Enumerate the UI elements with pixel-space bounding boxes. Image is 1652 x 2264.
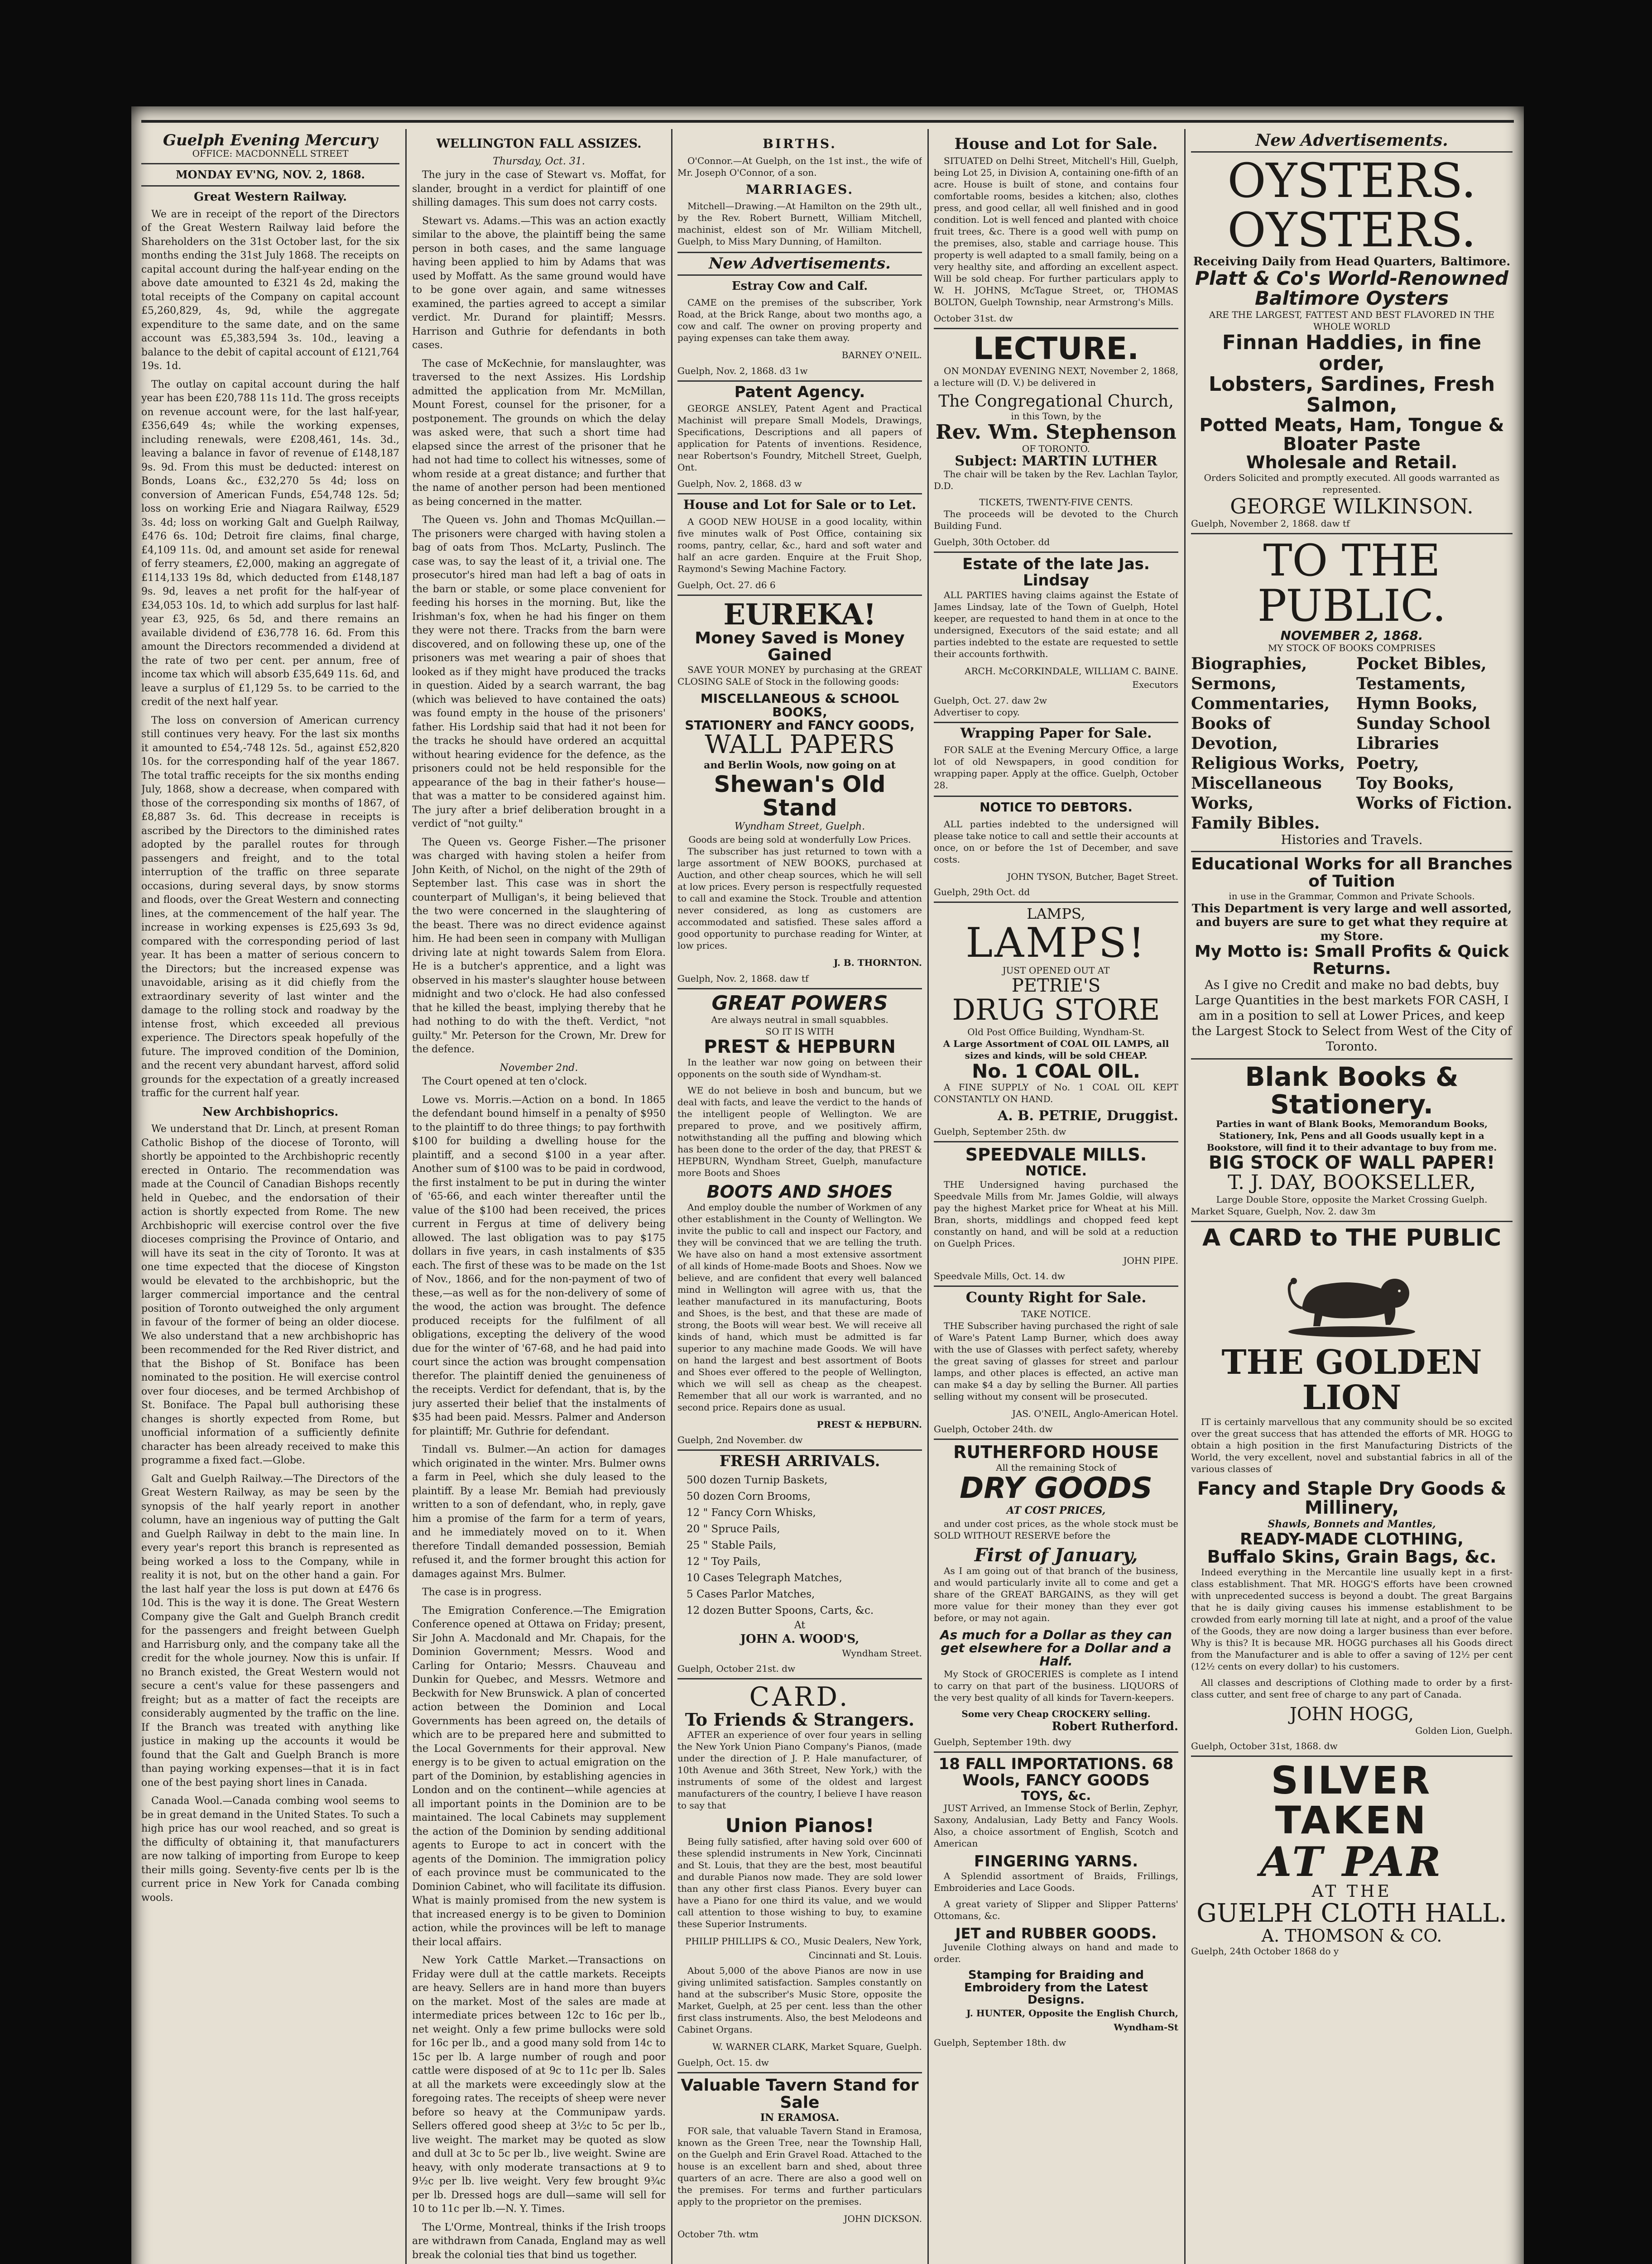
- ad-text: Some very Cheap CROCKERY selling.: [961, 1708, 1151, 1719]
- ad-headline: LAMPS,: [1027, 905, 1085, 923]
- divider: [1191, 1058, 1513, 1060]
- list-item: Toy Books,: [1356, 774, 1455, 793]
- ad-signature: ARCH. McCORKINDALE, WILLIAM C. BAINE. Executors: [965, 665, 1178, 691]
- ad-date: October 31st. dw: [934, 312, 1013, 324]
- ad-headline: To Friends & Strangers.: [685, 1709, 915, 1730]
- ad-date: Speedvale Mills, Oct. 14. dw: [934, 1271, 1065, 1282]
- ad-headline: The Congregational Church,: [938, 392, 1174, 411]
- ad-text: in this Town, by the: [1011, 410, 1101, 422]
- list-item: Hymn Books,: [1356, 694, 1478, 714]
- ad-date: Guelph, Oct. 27. d6 6: [677, 579, 776, 590]
- ad-headline: WALL PAPERS: [705, 730, 895, 760]
- ad-headline: PREST & HEPBURN: [704, 1036, 896, 1057]
- ad-text: Old Post Office Building, Wyndham-St.: [967, 1026, 1145, 1037]
- ad-headline: Shewan's Old Stand: [714, 771, 886, 821]
- list-item: Commentaries,: [1191, 694, 1330, 714]
- divider: [677, 493, 922, 494]
- ad-headline: DRY GOODS: [960, 1471, 1153, 1505]
- ad-text: TAKE NOTICE.: [1021, 1308, 1091, 1319]
- ad-text: ALL PARTIES having claims against the Estate of James Lindsay, late of the Town of Guelph, Hotel keeper, are requested to hand them in at once to the undersigned, Executors of the said estate; and all parties indebted to the estate are requested to settle their accounts forthwith.: [934, 589, 1178, 659]
- golden-lion-illustration: [1284, 1255, 1420, 1341]
- ad-date: Guelph, 30th October. dd: [934, 537, 1050, 548]
- ad-headline: EUREKA!: [723, 597, 876, 632]
- ad-text: Histories and Travels.: [1281, 832, 1423, 848]
- notice-paragraph: O'Connor.—At Guelph, on the 1st inst., the wife of Mr. Joseph O'Connor, of a son.: [677, 155, 922, 178]
- ad-headline: BIG STOCK OF WALL PAPER!: [1208, 1152, 1495, 1174]
- ad-title: Estray Cow and Calf.: [731, 279, 868, 293]
- ad-date: Guelph, 2nd November. dw: [677, 1434, 803, 1446]
- divider: [141, 185, 399, 187]
- column-3: [677, 134, 922, 2264]
- ad-headline: BOOTS AND SHOES: [706, 1181, 893, 1202]
- article-paragraph: New York Cattle Market.—Transactions on Friday were dull at the cattle markets. Receipts are heavy. Sellers are in hand more than buyers on the market. Most of the sales are made at intermediate prices between 12c to 16c per lb., net weight. Only a few prime bullocks were sold for 16c per lb., and a good many sold from 14c to 15c per lb. A large number of rough and poor cattle were disposed of at 9c to 11c per lb. Sales at all the markets were exceedingly slow at the foregoing rates. The receipts of sheep were never before so heavy at the Communipaw yards. Sellers offered good sheep at 3½c to 5c per lb., live weight. The market may be quoted as slow and dull at 3c to 5c per lb., live weight. Swine are heavy, with only moderate transactions at 9 to 9½c per lb. live weight. Very few brought 9¾c per lb. Dressed hogs are dull—same will sell for 10 to 11c per lb.—N. Y. Times.: [412, 1955, 666, 2215]
- ad-date: Guelph, Oct. 27. daw 2w: [934, 695, 1047, 706]
- ad-text: All the remaining Stock of: [996, 1462, 1116, 1473]
- ad-headline: Money Saved is Money Gained: [695, 628, 905, 665]
- divider: [1191, 1756, 1513, 1757]
- ad-headline: TOYS, &c.: [1021, 1788, 1091, 1803]
- ad-signature: JOHN PIPE.: [1123, 1255, 1178, 1266]
- ad-signature: PREST & HEPBURN.: [816, 1419, 922, 1430]
- ad-text: FOR sale, that valuable Tavern Stand in Eramosa, known as the Green Tree, near the Township Hall, on the Guelph and Erin Gravel Road. Attached to the house is an excellent barn and shed, about three quarters of an acre. There are also a good well on the premises. For terms and further particulars apply to the proprietor on the premises.: [677, 2125, 922, 2207]
- ad-text: A Splendid assortment of Braids, Frillings, Embroideries and Lace Goods.: [934, 1870, 1178, 1893]
- ad-text: THE Undersigned having purchased the Speedvale Mills from Mr. James Goldie, will always pay the highest Market price for Wheat at his Mill. Bran, shorts, middlings and chopped feed kept constantly on hand, and will be sold at a reduction on Guelph Prices.: [934, 1179, 1178, 1249]
- ad-headline: THE GOLDEN LION: [1221, 1343, 1482, 1417]
- ad-headline: OYSTERS. OYSTERS.: [1227, 153, 1476, 258]
- column-rule: [671, 129, 672, 2264]
- ad-text: Wyndham Street, Guelph.: [734, 820, 865, 832]
- books-list-left: [1191, 654, 1347, 833]
- divider: [677, 274, 922, 276]
- ad-title: NOTICE TO DEBTORS.: [980, 800, 1133, 815]
- ad-headline: FINGERING YARNS.: [974, 1852, 1138, 1871]
- column-rule: [1184, 129, 1186, 2264]
- ad-text: MY STOCK OF BOOKS COMPRISES: [1268, 643, 1436, 654]
- article-paragraph: Stewart vs. Adams.—This was an action exactly similar to the above, the plaintiff being the same person in both cases, and the same language having been applied to him by Adams that was used by Moffatt. As the same ground would have to be gone over again, and same witnesses examined, the parties agreed to accept a similar verdict. Mr. Durand for plaintiff; Messrs. Harrison and Guthrie for defendants in both cases.: [412, 215, 666, 351]
- ad-headline: LECTURE.: [973, 331, 1139, 367]
- article-dateline: Thursday, Oct. 31.: [493, 155, 585, 167]
- ad-text: Parties in want of Blank Books, Memorandum Books, Stationery, Ink, Pens and all Goods usually kept in a Bookstore, will find it to their advantage to buy from me.: [1206, 1118, 1497, 1153]
- ad-signature: JOHN A. WOOD'S,: [740, 1632, 860, 1646]
- list-item: 50 dozen Corn Brooms,: [687, 1490, 811, 1502]
- ad-text: FOR SALE at the Evening Mercury Office, a large lot of old Newspapers, in good condition for wrapping paper. Apply at the office. Guelph, October 28.: [934, 744, 1178, 791]
- ad-text: AFTER an experience of over four years in selling the New York Union Piano Company's Pianos, (made under the direction of J. P. Hale manufacturer, of 10th Avenue and 36th Street, New York,) with the instruments of some of the oldest and largest manufacturers of the country, I believe I have reason to say that: [677, 1729, 922, 1811]
- ad-text: Golden Lion, Guelph.: [1415, 1725, 1513, 1736]
- list-item: Miscellaneous Works,: [1191, 774, 1322, 813]
- column-1: [141, 134, 399, 2264]
- list-item: 12 " Fancy Corn Whisks,: [687, 1506, 816, 1519]
- list-item: Biographies,: [1191, 654, 1307, 674]
- ad-text: A GOOD NEW HOUSE in a good locality, within five minutes walk of Post Office, containing six rooms, pantry, cellar, &c., hard and soft water and half an acre garden. Enquire at the Fruit Shop, Raymond's Sewing Machine Factory.: [677, 516, 922, 574]
- ad-signature: GEORGE WILKINSON.: [1230, 494, 1474, 519]
- ad-date: Guelph, Nov. 2, 1868. daw tf: [677, 973, 809, 984]
- divider: [934, 328, 1178, 329]
- ad-headline: NOTICE.: [1025, 1163, 1087, 1180]
- ad-title: Patent Agency.: [734, 383, 865, 401]
- ad-text: and Berlin Wools, now going on at: [704, 759, 896, 772]
- ad-headline: Wools, FANCY GOODS: [962, 1771, 1150, 1789]
- list-item: Pocket Bibles,: [1356, 654, 1487, 674]
- ad-text: CAME on the premises of the subscriber, York Road, at the Brick Range, about two months ago, a cow and calf. The owner on proving property and paying expenses can take them away.: [677, 297, 922, 343]
- ad-headline: First of January,: [974, 1544, 1138, 1566]
- ad-text: THE Subscriber having purchased the right of sale of Ware's Patent Lamp Burner, which does away with the use of Glasses with perfect safety, whereby the great saving of glasses for street and parlour lamps, and other places is effected, an active man can make $4 a day by selling the Burner. All parties selling without my consent will be prosecuted.: [934, 1320, 1178, 1402]
- ad-text: As I am going out of that branch of the business, and would particularly invite all to come and get a share of the GREAT BARGAINS, as they will get more value for their money than they ever got before, or may not again.: [934, 1565, 1178, 1623]
- divider: [934, 902, 1178, 903]
- ad-text: AT COST PRICES,: [1006, 1505, 1106, 1517]
- ad-date: Guelph, Oct. 15. dw: [677, 2057, 769, 2068]
- ad-text: OF TORONTO.: [1022, 443, 1090, 454]
- ad-text: A great variety of Slipper and Slipper Patterns' Ottomans, &c.: [934, 1898, 1178, 1921]
- ad-text: in use in the Grammar, Common and Private Schools.: [1229, 890, 1475, 902]
- ad-signature: A. THOMSON & CO.: [1261, 1925, 1442, 1946]
- ad-signature: JOHN DICKSON.: [844, 2213, 922, 2224]
- ad-signature: T. J. DAY, BOOKSELLER,: [1228, 1171, 1476, 1194]
- ad-text: My Stock of GROCERIES is complete as I intend to carry on that part of the business. LIQUORS of the very best quality of all kinds for Tavern-keepers.: [934, 1668, 1178, 1703]
- ad-date: October 7th. wtm: [677, 2229, 759, 2240]
- ad-headline: Estate of the late Jas. Lindsay: [962, 555, 1150, 590]
- ad-headline: GUELPH CLOTH HALL.: [1196, 1898, 1507, 1928]
- ad-text: The proceeds will be devoted to the Church Building Fund.: [934, 508, 1178, 532]
- article-paragraph: Galt and Guelph Railway.—The Directors of the Great Western Railway, as may be seen by the synopsis of the half yearly report in another column, have an ingenious way of putting the Galt and Guelph Railway in debt to the main line. In every year's report this branch is represented as being worked a loss to the Company, while in reality it is not, but on the other hand a gain. For the last half year the loss is put down at £476 6s 10d. This is the way it is done. The Great Western Company give the Galt and Guelph Branch credit for the passengers and freight between Guelph and Harrisburg only, and the company take all the credit for the whole journey. Now this is unfair. If no Branch existed, the Great Western would not secure a cent's value for these passengers and freight; but as a matter of fact the receipts are considerably augmented by the traffic on the line. If the Branch was treated with anything like justice in making up the accounts it would be found that the Galt and Guelph Branch is more than paying working expenses—that it is in fact one of the best paying short lines in Canada.: [141, 1473, 399, 1789]
- list-item: Testaments,: [1356, 674, 1466, 694]
- article-paragraph: The Queen vs. George Fisher.—The prisoner was charged with having stolen a heifer from John Keith, of Nichol, on the night of the 29th of September last. This case was in short the counterpart of Mulligan's, it being believed that the two were concerned in the slaughtering of the beast. There was no direct evidence against him. He had been seen in company with Mulligan driving late at night towards Salem from Elora. He is a butcher's apprentice, and a light was observed in his master's slaughter house between midnight and two o'clock. He had also confessed that he killed the beast, implying thereby that he had nothing to do with the theft. Verdict, "not guilty." Mr. Peterson for the Crown, Mr. Drew for the defence.: [412, 836, 666, 1055]
- ad-text: JUST Arrived, an Immense Stock of Berlin, Zephyr, Saxony, Andalusian, Lady Betty and Fancy Wools. Also, a choice assortment of English, Scotch and American: [934, 1803, 1178, 1849]
- list-item: Sunday School Libraries: [1356, 714, 1491, 753]
- ad-signature: W. WARNER CLARK, Market Square, Guelph.: [712, 2041, 922, 2053]
- ad-headline: My Motto is: Small Profits & Quick Returns.: [1194, 942, 1509, 978]
- ad-text: ON MONDAY EVENING NEXT, November 2, 1868, a lecture will (D. V.) be delivered in: [934, 365, 1178, 388]
- article-paragraph: The Court opened at ten o'clock.: [422, 1076, 587, 1087]
- column-2: [412, 134, 666, 2264]
- divider: [677, 988, 922, 989]
- divider: [934, 1285, 1178, 1287]
- list-item: 20 " Spruce Pails,: [687, 1523, 780, 1535]
- ad-text: A Large Assortment of COAL OIL LAMPS, all sizes and kinds, will be sold CHEAP.: [943, 1038, 1169, 1061]
- ad-signature: BARNEY O'NEIL.: [841, 350, 922, 360]
- ad-title: Wrapping Paper for Sale.: [960, 725, 1152, 741]
- ad-signature: PHILIP PHILLIPS & CO., Music Dealers, New York, Cincinnati and St. Louis.: [685, 1936, 922, 1961]
- article-paragraph: We are in receipt of the report of the Directors of the Great Western Railway laid before the Shareholders on the 31st October last, for the six months ending the 31st July 1868. The receipts on capital account during the half-year ending on the above date amounted to £321 4s 2d, making the total receipts of the Company on capital account £5,260,829, 4s, 9d, while the aggregate expenditure to the same date, and on the same account was £5,383,594 3s. 10d., leaving a balance to the debit of capital account of £121,764 19s. 1d.: [141, 208, 399, 372]
- ad-headline: Fancy and Staple Dry Goods & Millinery,: [1197, 1478, 1507, 1518]
- ad-text: IN ERAMOSA.: [760, 2112, 840, 2124]
- ad-text: Receiving Daily from Head Quarters, Baltimore.: [1193, 254, 1511, 269]
- ad-headline: Platt & Co's World-Renowned Baltimore Oysters: [1195, 267, 1508, 310]
- ad-text: JUST OPENED OUT AT: [1002, 965, 1110, 976]
- divider: [1191, 533, 1513, 534]
- ad-text: Large Double Store, opposite the Market Crossing Guelph.: [1216, 1194, 1488, 1205]
- ad-headline: A CARD to THE PUBLIC: [1202, 1224, 1501, 1252]
- divider: [677, 595, 922, 596]
- ad-text: Orders Solicited and promptly executed. All goods warranted as represented.: [1204, 472, 1500, 495]
- ad-headline: Wholesale and Retail.: [1246, 452, 1458, 473]
- ad-date: Guelph, October 24th. dw: [934, 1424, 1053, 1435]
- ad-headline: No. 1 COAL OIL.: [972, 1060, 1140, 1082]
- divider: [934, 1141, 1178, 1142]
- books-list: [1191, 654, 1513, 833]
- ad-text: The subscriber has just returned to town with a large assortment of NEW BOOKS, purchased at Auction, and other cheap sources, which he will sell at low prices. Every person is respectfully requested to call and examine the Stock. Trouble and attention never considered, as long as customers are accommodated and satisfied. These sales afford a good opportunity to purchase reading for Winter, at low prices.: [677, 846, 922, 951]
- ad-text: AT THE: [1311, 1882, 1392, 1901]
- column-4: [934, 134, 1178, 2264]
- divider: [677, 1678, 922, 1679]
- ad-date: Guelph, October 31st, 1868. dw: [1191, 1741, 1338, 1752]
- divider: [141, 163, 399, 164]
- ad-date: Market Square, Guelph, Nov. 2. daw 3m: [1191, 1205, 1376, 1217]
- ad-title: House and Lot for Sale.: [954, 135, 1158, 153]
- list-item: Poetry,: [1356, 754, 1419, 773]
- newspaper-page: [131, 106, 1524, 2264]
- ad-text: Indeed everything in the Mercantile line usually kept in a first-class establishment. That MR. HOGG'S efforts have been crowned with unprecedented success is beyond a doubt. The great Bargains that he is daily giving causes his immense establishment to be crowded from early morning till late at night, and a proof of the value of the Goods, they are now doing a larger business than ever before. Why is this? It is because MR. HOGG purchases all his Goods direct from the Manufacturer and is able to offer a saving of 12½ per cent (12½ cents on every dollar) to his customers.: [1191, 1566, 1513, 1672]
- divider: [934, 552, 1178, 553]
- ad-headline: Lobsters, Sardines, Fresh Salmon,: [1208, 372, 1495, 417]
- masthead-office: OFFICE: MACDONNELL STREET: [192, 148, 349, 159]
- divider: [934, 1751, 1178, 1753]
- divider: [1191, 1221, 1513, 1222]
- ad-text: TICKETS, TWENTY-FIVE CENTS.: [979, 497, 1133, 508]
- ad-headline: SILVER TAKEN: [1271, 1758, 1433, 1843]
- ad-date: Guelph, November 2, 1868. daw tf: [1191, 518, 1350, 529]
- article-paragraph: The case is in progress.: [422, 1587, 542, 1598]
- ad-headline: Valuable Tavern Stand for Sale: [681, 2076, 919, 2112]
- section-title: BIRTHS.: [763, 136, 837, 151]
- column-rule: [927, 129, 929, 2264]
- list-item: 500 dozen Turnip Baskets,: [687, 1474, 828, 1486]
- ad-text: Goods are being sold at wonderfully Low Prices.: [688, 834, 911, 845]
- ad-text: SITUATED on Delhi Street, Mitchell's Hill, Guelph, being Lot 25, in Division A, containing one-fifth of an acre. House is built of stone, and contains four comfortable rooms, besides a kitchen; also, clothes press, and good cellar, all well finished and in good condition. Lot is well fenced and planted with choice fruit trees, &c. There is a good well with pump on the premises, also, stable and carriage house. This property is well adapted to a small family, being on a very healthy site, and affording an excellent aspect. Will be sold cheap. For further particulars apply to W. H. JOHNS, McTague Street, or, THOMAS BOLTON, Guelph Township, near Armstrong's Mills.: [934, 155, 1178, 307]
- ad-text: ALL parties indebted to the undersigned will please take notice to call and settle their accounts at once, on or before the 1st of December, and save costs.: [934, 818, 1178, 865]
- ad-date: Guelph, Nov. 2, 1868. d3 1w: [677, 365, 808, 376]
- article-paragraph: The case of McKechnie, for manslaughter, was traversed to the next Assizes. His Lordship admitted the application from Mr. McMillan, Mount Forest, counsel for the prisoner, for a postponement. The grounds on which the delay was asked were, that such a short time had elapsed since the arrest of the prisoner that he had not had time to collect his witnesses, some of whom reside at a great distance; and further that the name of another person had been mentioned as being concerned in the matter.: [412, 358, 666, 508]
- article-paragraph: The loss on conversion of American currency still continues very heavy. For the last six months it amounted to £54,-748 12s. 5d., against £52,820 10s. for the corresponding half of the year 1867. The total traffic receipts for the six months ending July, 1868, show a decrease, when compared with those of the corresponding six months of 1867, of £8,887 3s. 6d. This decrease in receipts is ascribed by the Directors to the diminished rates adopted by the parallel routes for through passengers and freight, and to the total interruption of the traffic on three separate occasions, during several days, by snow storms and floods, over the Great Western and connecting lines, at the commencement of the half year. The increase in working expenses is £25,693 3s 9d, compared with the corresponding period of last year. It has been a matter of serious concern to the Directors; but the increased expense was unavoidable, arising as it did chiefly from the extraordinary severity of last winter and the damage to the rolling stock and roadway by the intense frost, which exceeded all previous experience. The Directors speak hopefully of the future. The improved condition of the Dominion, and the recent very abundant harvest, afford solid grounds for the expectation of a greatly increased traffic for the current half year.: [141, 715, 399, 1099]
- article-title: Great Western Railway.: [193, 190, 347, 204]
- ad-text: All classes and descriptions of Clothing made to order by a first-class cutter, and sent free of charge to any part of Canada.: [1191, 1677, 1513, 1700]
- books-list-right: [1356, 654, 1513, 833]
- section-title: New Advertisements.: [1255, 134, 1448, 150]
- ad-date: Guelph, September 18th. dw: [934, 2037, 1066, 2048]
- ad-headline: TO THE PUBLIC.: [1257, 535, 1446, 632]
- ad-text: SAVE YOUR MONEY by purchasing at the GREAT CLOSING SALE of Stock in the following goods:: [677, 664, 922, 687]
- column-5: [1191, 134, 1513, 2264]
- ad-signature: J. B. THORNTON.: [833, 957, 922, 969]
- list-item: Sermons,: [1191, 674, 1277, 694]
- ad-text: ARE THE LARGEST, FATTEST AND BEST FLAVORED IN THE WHOLE WORLD: [1209, 309, 1495, 332]
- ad-date: Guelph, 24th October 1868 do y: [1191, 1945, 1339, 1957]
- ad-headline: As much for a Dollar as they can get elsewhere for a Dollar and a Half.: [940, 1627, 1172, 1669]
- list-item: Family Bibles.: [1191, 814, 1320, 833]
- ad-text: Advertiser to copy.: [934, 706, 1020, 718]
- article-paragraph: Lowe vs. Morris.—Action on a bond. In 1865 the defendant bound himself in a penalty of $950 to the plaintiff to do three things; to pay forthwith $100 for building a dwelling house for the plaintiff, and a second $100 in a year after. Another sum of $100 was to be paid in cordwood, the first instalment to be put in during the winter of '65-66, and each winter thereafter until the value of the $100 had been received, the prices current in Fergus at time of delivery being allowed. The last obligation was to pay $175 dollars in five years, in cash instalments of $35 each. The first of these was to be made on the 1st of Nov., 1866, and for the non-payment of two of these,—as well as for the non-delivery of some of the wood, the action was brought. The defence produced receipts for the fulfilment of all obligations, excepting the delivery of the wood due for the winter of '67-68, and he had paid into court since the action was brought compensation therefor. The plaintiff denied the genuineness of the receipts. Verdict for defendant, that is, by the jury asserted their belief that the instalments of $35 had been paid. Messrs. Palmer and Anderson for plaintiff; Mr. Guthrie for defendant.: [412, 1094, 666, 1437]
- ad-date: Guelph, September 19th. dwy: [934, 1736, 1071, 1748]
- ad-text: NOVEMBER 2, 1868.: [1280, 628, 1423, 643]
- list-item: 5 Cases Parlor Matches,: [687, 1588, 815, 1600]
- article-paragraph: Canada Wool.—Canada combing wool seems to be in great demand in the United States. To such a high price has our wool reached, and so great is the difficulty of obtaining it, that manufacturers are now talking of importing from Europe to keep their mills going. Seventy-five cents per lb is the current price in New York for Canada combing wools.: [141, 1795, 399, 1904]
- list-item: 12 dozen Butter Spoons, Carts, &c.: [687, 1604, 874, 1616]
- ad-signature: JOHN HOGG,: [1289, 1703, 1414, 1725]
- divider: [934, 796, 1178, 797]
- masthead-date: MONDAY EV'NG, NOV. 2, 1868.: [176, 168, 365, 181]
- ad-headline: MISCELLANEOUS & SCHOOL BOOKS,: [700, 691, 899, 719]
- ad-text: The chair will be taken by the Rev. Lachlan Taylor, D.D.: [934, 469, 1178, 492]
- list-item: Religious Works,: [1191, 754, 1345, 773]
- section-title: MARRIAGES.: [745, 182, 854, 197]
- fresh-arrivals-list: [677, 1472, 922, 1619]
- divider: [934, 722, 1178, 723]
- ad-title: FRESH ARRIVALS.: [719, 1452, 880, 1471]
- ad-signature: Robert Rutherford.: [1052, 1719, 1178, 1733]
- article-paragraph: The outlay on capital account during the half year has been £20,788 11s 11d. The gross receipts on revenue account were, for the last half-year, £356,649 4s; while the working expenses, including renewals, were £208,461, 14s. 3d., leaving a balance in favor of revenue of £148,187 9s. 9d. From this must be deducted: interest on Bonds, Loans &c., £32,270 5s 4d; loss on conversion of American Funds, £54,748 12s. 5d; loss on working Erie and Niagara Railway, £529 3s. 4d; loss on working Galt and Guelph Railway, £476 6s. 10d; Detroit fire claims, final charge, £4,109 11s. 0d, and amount set aside for renewal of ferry steamers, £2,000, making an aggregate of £114,133 19s 8d, which deducted from £148,187 9s. 9d, leaves a net profit for the half-year of £34,053 10s. 1d, to which add surplus for last half-year £3, 925, 6s 5d, and there remains an available dividend of £36,778 16. 6d. From this amount the Directors recommended a dividend at the rate of two per cent. per annum, free of income tax which will absorb £35,649 11s. 6d, and leave a surplus of £1,129 5s. to be carried to the credit of the next half year.: [141, 379, 399, 708]
- ad-text: SO IT IS WITH: [765, 1026, 834, 1037]
- list-item: 25 " Stable Pails,: [687, 1539, 777, 1551]
- top-rule: [141, 120, 1514, 123]
- ad-text: Juvenile Clothing always on hand and made to order.: [934, 1942, 1178, 1965]
- ad-text: WE do not believe in bosh and buncum, but we deal with facts, and leave the verdict to the hands of the intelligent people of Wellington. We are prepared to prove, and we positively affirm, notwithstanding all the puffing and blowing which has been done to the order of the day, that PREST & HEPBURN, Wyndham Street, Guelph, manufacture more Boots and Shoes: [677, 1084, 922, 1178]
- ad-text: Are always neutral in small squabbles.: [711, 1014, 888, 1025]
- ad-headline: RUTHERFORD HOUSE: [953, 1442, 1159, 1463]
- ad-date: Guelph, October 21st. dw: [677, 1663, 796, 1674]
- ad-headline: DRUG STORE: [952, 993, 1160, 1027]
- ad-text: As I give no Credit and make no bad debts, buy Large Quantities in the best markets FOR CASH, I am in a position to sell at Lower Prices, and keep the Largest Stock to Select from West of the City of Toronto.: [1191, 978, 1512, 1054]
- article-paragraph: We understand that Dr. Linch, at present Roman Catholic Bishop of the diocese of Toronto, will shortly be appointed to the Archbishopric recently erected in Ontario. The recommendation was made at the Council of Canadian Bishops recently held in Quebec, and the endorsation of their action is shortly expected from Rome. The new Archbishopric will exercise control over the five dioceses comprising the Province of Ontario, and will have its seat in the city of Toronto. It was at one time expected that the diocese of Kingston would be elevated to the archbishopric, but the larger commercial importance and the central position of Toronto outweighed the only argument in favour of the former of being an older diocese. We also understand that a new archbishopric has been recommended for the Red River district, and that the Bishop of St. Boniface has been nominated to the position. He will exercise control over four dioceses, and be termed Archbishop of St. Boniface. The Papal bull authorising these changes is shortly expected from Rome, but unofficial information of a sufficiently definite character has been already received to make this programme a fixed fact.—Globe.: [141, 1123, 399, 1466]
- ad-headline: LAMPS!: [965, 919, 1147, 967]
- article-title: New Archbishoprics.: [202, 1105, 339, 1119]
- article-paragraph: The Queen vs. John and Thomas McQuillan.—The prisoners were charged with having stolen a bag of oats from Thos. McLarty, Puslinch. The case was, to say the least of it, a trivial one. The prosecutor's hired man had left a bag of oats in the barn or stable, or some place convenient for feeding his horses in the morning. But, like the Irishman's fox, when he had his finger on them they were not there. Tracks from the barn were discovered, and on following these up, one of the prisoners was met wearing a pair of shoes that looked as if they might have produced the tracks in question. Aided by a search warrant, the bag (which was believed to have contained the oats) was found empty in the house of the prisoners' father. His Lordship said that had it not been for the tracks he should have ordered an acquittal without hearing evidence for the defence, as the prisoners could not be held responsible for the appearance of the bag in their father's house—that was a matter to be considered against him. The jury after a brief deliberation brought in a verdict of "not guilty.": [412, 514, 666, 830]
- ad-headline: Potted Meats, Ham, Tongue & Bloater Paste: [1199, 415, 1504, 455]
- ad-headline: Buffalo Skins, Grain Bags, &c.: [1207, 1546, 1497, 1567]
- divider: [1191, 151, 1513, 153]
- ad-text: Being fully satisfied, after having sold over 600 of these splendid instruments in New York, Cincinnati and St. Louis, that they are the best, most beautiful and durable Pianos now made. They are sold lower than any other first class Pianos. Every buyer can have a Piano for one third its value, and we would call attention to those wishing to buy, to examine these Superior Instruments.: [677, 1836, 922, 1930]
- ad-text: Shawls, Bonnets and Mantles,: [1268, 1518, 1436, 1530]
- ad-headline: Union Pianos!: [725, 1814, 874, 1837]
- list-item: Works of Fiction.: [1356, 794, 1513, 813]
- ad-headline: Subject: MARTIN LUTHER: [955, 453, 1157, 469]
- masthead-title: Guelph Evening Mercury: [163, 134, 378, 149]
- ad-headline: Blank Books & Stationery.: [1245, 1061, 1459, 1120]
- ad-signature: JOHN TYSON, Butcher, Baget Street.: [1007, 871, 1178, 882]
- ad-text: A FINE SUPPLY of No. 1 COAL OIL KEPT CONSTANTLY ON HAND.: [934, 1081, 1178, 1104]
- divider: [934, 1439, 1178, 1440]
- article-paragraph: The Emigration Conference.—The Emigration Conference opened at Ottawa on Friday; present, Sir John A. Macdonald and Mr. Chapais, for the Dominion Government; Messrs. Wood and Carling for Ontario; Messrs. Chauveau and Dunkin for Quebec, and Messrs. Wetmore and Beckwith for New Brunswick. A plan of concerted action between the Dominion and Local Governments has been agreed on, the details of which are to be prepared here and submitted to the Local Governments for their approval. New energy is to be given to actual emigration on the part of the Dominion, by establishing agencies in London and on the continent—while agencies at all important points in the Dominion are to be maintained. The local Cabinets may supplement the action of the Dominion by sending additional agents to Europe to act in concert with the agents of the Dominion. The immigration policy of each province must be communicated to the Dominion Cabinet, who will facilitate its diffusion. What is mainly promised from the new system is that increased energy is to be given to Dominion action, while the provinces will be left to manage their local affairs.: [412, 1605, 666, 1948]
- ad-text: Wyndham Street.: [842, 1647, 922, 1659]
- section-title: New Advertisements.: [709, 254, 891, 273]
- ad-text: At: [794, 1619, 806, 1631]
- column-rule: [405, 129, 407, 2264]
- ad-headline: 18 FALL IMPORTATIONS. 68: [938, 1755, 1174, 1774]
- divider: [677, 380, 922, 382]
- article-dateline: November 2nd.: [499, 1062, 578, 1074]
- ad-signature: JAS. O'NEIL, Anglo-American Hotel.: [1012, 1408, 1178, 1419]
- list-item: 10 Cases Telegraph Matches,: [687, 1572, 842, 1584]
- article-paragraph: The L'Orme, Montreal, thinks if the Irish troops are withdrawn from Canada, England may as well break the colonial ties that bind us together.: [412, 2221, 666, 2261]
- divider: [677, 2072, 922, 2073]
- ad-text: GEORGE ANSLEY, Patent Agent and Practical Machinist will prepare Small Models, Drawings, Specifications, Descriptions and all papers of application for Patents of inventions. Residence, near Robertson's Foundry, Mitchell Street, Guelph, Ont.: [677, 403, 922, 473]
- article-paragraph: Tindall vs. Bulmer.—An action for damages which originated in the winter. Mrs. Bulmer owns a farm in Peel, which she duly leased to the plaintiff. By a lease Mr. Bemiah had previously written to a son of defendant, who, in reply, gave him a promise of the farm for a term of years, and he immediately moved on to it. When therefore Tindall demanded possession, Bemiah refused it, and the former brought this action for damages against Mrs. Bulmer.: [412, 1444, 666, 1580]
- ad-headline: Rev. Wm. Stephenson: [936, 420, 1177, 444]
- ad-headline: SPEEDVALE MILLS.: [965, 1145, 1147, 1165]
- ad-text: In the leather war now going on between their opponents on the south side of Wyndham-st.: [677, 1056, 922, 1079]
- notice-paragraph: Mitchell—Drawing.—At Hamilton on the 29th ult., by the Rev. Robert Burnett, William Mitchell, machinist, eldest son of Mr. William Mitchell, Guelph, to Miss Mary Dunning, of Hamilton.: [677, 201, 922, 247]
- ad-headline: Finnan Haddies, in fine order,: [1222, 331, 1482, 375]
- ad-text: And employ double the number of Workmen of any other establishment in the County of Wellington. We invite the public to call and inspect our Factory, and they will be convinced that we are telling the truth. We have also on hand a most extensive assortment of all kinds of Home-made Boots and Shoes. Now we believe, and are confident that every well balanced mind in Wellington will agree with us, that the leather manufactured in its manufacturing, Boots and Shoes, is the best, and that these are made of strong, the Boots will wear best. We will receive all kinds of hand, which must be admitted is far superior to any machine made Goods. We will have on hand the largest and best assortment of Boots and Shoes ever offered to the people of Wellington, which we will sell as cheap as the cheapest. Remember that all our work is warranted, and no second price. Repairs done as usual.: [677, 1201, 922, 1413]
- ad-text: This Department is very large and well assorted, and buyers are sure to get what they require at my Store.: [1191, 902, 1512, 943]
- ad-date: Guelph, Nov. 2, 1868. d3 w: [677, 478, 802, 489]
- list-item: Books of Devotion,: [1191, 714, 1278, 753]
- ad-headline: Educational Works for all Branches of Tuition: [1191, 854, 1513, 891]
- ad-headline: GREAT POWERS: [711, 991, 888, 1015]
- ad-headline: AT PAR: [1260, 1837, 1444, 1886]
- article-paragraph: The jury in the case of Stewart vs. Moffat, for slander, brought in a verdict for plaintiff of one shilling damages. This sum does not carry costs.: [412, 169, 666, 208]
- ad-text: IT is certainly marvellous that any community should be so excited over the great success that has attended the efforts of MR. HOGG to obtain a high position in the first Manufacturing Districts of the World, the very excellent, novel and substantial fabrics in all of the various classes of: [1191, 1416, 1513, 1474]
- ad-text: and under cost prices, as the whole stock must be SOLD WITHOUT RESERVE before the: [934, 1518, 1178, 1541]
- ad-signature: J. HUNTER, Opposite the English Church, Wyndham-St: [966, 2008, 1178, 2033]
- article-title: WELLINGTON FALL ASSIZES.: [436, 137, 642, 151]
- list-item: 12 " Toy Pails,: [687, 1555, 761, 1568]
- ad-signature: A. B. PETRIE, Druggist.: [997, 1108, 1178, 1124]
- ad-date: Guelph, 29th Oct. dd: [934, 887, 1030, 898]
- ad-date: Guelph, September 25th. dw: [934, 1126, 1066, 1137]
- ad-text: About 5,000 of the above Pianos are now in use giving unlimited satisfaction. Samples constantly on hand at the subscriber's Music Store, opposite the Market, Guelph, at 25 per cent. less than the other first class instruments. Also, the best Melodeons and Cabinet Organs.: [677, 1965, 922, 2035]
- divider: [1191, 851, 1513, 852]
- divider: [677, 1449, 922, 1451]
- ad-headline: PETRIE'S: [1011, 975, 1101, 997]
- divider: [677, 252, 922, 253]
- ad-headline: CARD.: [749, 1681, 850, 1712]
- ad-headline: Stamping for Braiding and Embroidery from the Latest Designs.: [964, 1968, 1148, 2007]
- ad-title: House and Lot for Sale or to Let.: [683, 497, 917, 512]
- ad-headline: STATIONERY and FANCY GOODS,: [685, 718, 915, 733]
- ad-headline: READY-MADE CLOTHING,: [1240, 1530, 1464, 1549]
- ad-headline: JET and RUBBER GOODS.: [955, 1924, 1157, 1942]
- ad-title: County Right for Sale.: [965, 1289, 1147, 1306]
